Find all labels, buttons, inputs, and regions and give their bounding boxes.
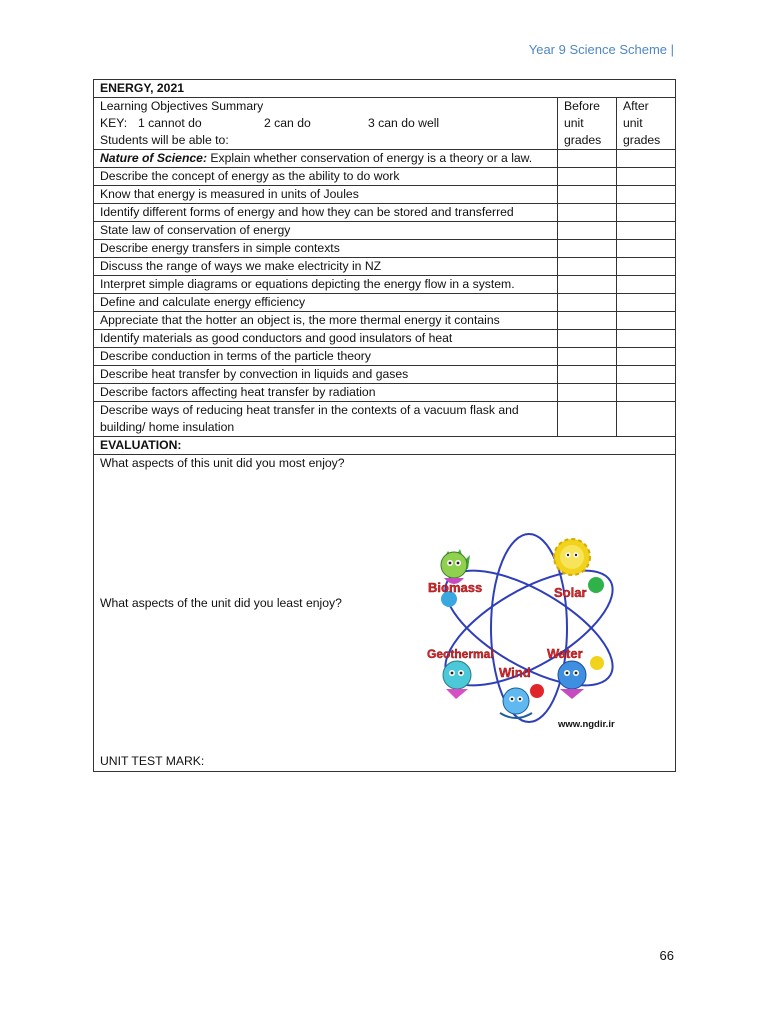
nature-of-science-objective xyxy=(94,150,558,168)
before-header-line: unit xyxy=(564,116,584,130)
objective-text: Describe heat transfer by convection in liquids and gases xyxy=(94,366,558,384)
before-grade-cell[interactable] xyxy=(558,384,617,402)
objective-text: Describe energy transfers in simple contexts xyxy=(94,240,558,258)
key-label: KEY: xyxy=(100,116,128,130)
table-row xyxy=(94,384,676,402)
image-url-text: www.ngdir.ir xyxy=(558,719,615,730)
geothermal-character xyxy=(443,661,471,699)
after-header-line: unit xyxy=(623,116,643,130)
after-grade-cell[interactable] xyxy=(617,384,676,402)
nos-label: Nature of Science: xyxy=(100,151,208,165)
table-row xyxy=(94,330,676,348)
most-enjoy-question: What aspects of this unit did you most enjoy? xyxy=(100,456,345,470)
after-grades-header xyxy=(617,98,676,150)
after-grade-cell[interactable] xyxy=(617,258,676,276)
before-grade-cell[interactable] xyxy=(558,366,617,384)
after-grade-cell[interactable] xyxy=(617,330,676,348)
evaluation-cell[interactable] xyxy=(94,455,676,772)
red-dot xyxy=(530,684,544,698)
before-header-line: grades xyxy=(564,133,602,147)
objective-text: State law of conservation of energy xyxy=(94,222,558,240)
table-row xyxy=(94,240,676,258)
before-grade-cell[interactable] xyxy=(558,222,617,240)
table-row xyxy=(94,366,676,384)
table-row xyxy=(94,168,676,186)
before-grade-cell[interactable] xyxy=(558,312,617,330)
yellow-dot xyxy=(590,656,604,670)
after-header-line: After xyxy=(623,99,649,113)
after-grade-cell[interactable] xyxy=(617,348,676,366)
objective-text: Identify materials as good conductors and good insulators of heat xyxy=(94,330,558,348)
nos-text: Explain whether conservation of energy is a theory or a law. xyxy=(207,151,533,165)
running-header: Year 9 Science Scheme | xyxy=(528,42,674,57)
after-grade-cell[interactable] xyxy=(617,312,676,330)
before-grade-cell[interactable] xyxy=(558,402,617,437)
label-solar: Solar xyxy=(554,585,587,600)
before-grade-cell[interactable] xyxy=(558,258,617,276)
table-row xyxy=(94,294,676,312)
green-dot xyxy=(588,577,604,593)
table-row xyxy=(94,222,676,240)
before-header-line: Before xyxy=(564,99,600,113)
before-grade-cell[interactable] xyxy=(558,294,617,312)
table-row xyxy=(94,258,676,276)
after-header-line: grades xyxy=(623,133,661,147)
before-grade-cell[interactable] xyxy=(558,240,617,258)
label-biomass: Biomass xyxy=(428,580,483,595)
after-grade-cell[interactable] xyxy=(617,276,676,294)
after-grade-cell[interactable] xyxy=(617,222,676,240)
table-row xyxy=(94,276,676,294)
table-row xyxy=(94,312,676,330)
before-grade-cell[interactable] xyxy=(558,186,617,204)
before-grades-header xyxy=(558,98,617,150)
summary-label: Learning Objectives Summary xyxy=(100,99,264,113)
summary-cell xyxy=(94,98,558,150)
after-grade-cell[interactable] xyxy=(617,168,676,186)
wind-character xyxy=(500,688,532,718)
before-grade-cell[interactable] xyxy=(558,276,617,294)
label-wind: Wind xyxy=(499,665,531,680)
table-row xyxy=(94,186,676,204)
before-grade-cell[interactable] xyxy=(558,168,617,186)
label-geothermal: Geothermal xyxy=(427,647,494,661)
before-grade-cell[interactable] xyxy=(558,348,617,366)
energy-atom-illustration xyxy=(424,533,639,733)
before-grade-cell[interactable] xyxy=(558,330,617,348)
water-character xyxy=(558,661,586,699)
after-grade-cell[interactable] xyxy=(617,186,676,204)
after-grade-cell[interactable] xyxy=(617,402,676,437)
after-grade-cell[interactable] xyxy=(617,366,676,384)
objective-text: Describe ways of reducing heat transfer in the contexts of a vacuum flask and building/ home insulation xyxy=(94,402,558,437)
objective-text: Identify different forms of energy and how they can be stored and transferred xyxy=(94,204,558,222)
objective-text: Describe conduction in terms of the particle theory xyxy=(94,348,558,366)
table-title: ENERGY, 2021 xyxy=(94,80,676,98)
before-grade-cell[interactable] xyxy=(558,150,617,168)
evaluation-heading: EVALUATION: xyxy=(94,437,676,455)
label-water: Water xyxy=(547,646,583,661)
unit-test-mark-label: UNIT TEST MARK: xyxy=(100,754,205,768)
objective-text: Describe the concept of energy as the ability to do work xyxy=(94,168,558,186)
before-grade-cell[interactable] xyxy=(558,204,617,222)
objective-text: Interpret simple diagrams or equations depicting the energy flow in a system. xyxy=(94,276,558,294)
solar-character xyxy=(554,539,590,575)
objective-text: Describe factors affecting heat transfer by radiation xyxy=(94,384,558,402)
table-row xyxy=(94,204,676,222)
key-item-2: 2 can do xyxy=(264,116,311,130)
students-line: Students will be able to: xyxy=(100,133,229,147)
objective-text: Define and calculate energy efficiency xyxy=(94,294,558,312)
table-row xyxy=(94,348,676,366)
page-number: 66 xyxy=(659,948,674,963)
after-grade-cell[interactable] xyxy=(617,240,676,258)
key-item-3: 3 can do well xyxy=(368,116,440,130)
after-grade-cell[interactable] xyxy=(617,204,676,222)
least-enjoy-question: What aspects of the unit did you least enjoy? xyxy=(100,596,342,610)
after-grade-cell[interactable] xyxy=(617,150,676,168)
objective-text: Appreciate that the hotter an object is, the more thermal energy it contains xyxy=(94,312,558,330)
key-item-1: 1 cannot do xyxy=(138,116,202,130)
table-row xyxy=(94,150,676,168)
objective-text: Know that energy is measured in units of Joules xyxy=(94,186,558,204)
after-grade-cell[interactable] xyxy=(617,294,676,312)
objectives-table xyxy=(93,79,676,772)
key-line xyxy=(100,115,557,132)
biomass-character xyxy=(441,549,470,584)
energy-sources-image xyxy=(424,533,639,733)
objective-text: Discuss the range of ways we make electricity in NZ xyxy=(94,258,558,276)
table-row xyxy=(94,402,676,437)
